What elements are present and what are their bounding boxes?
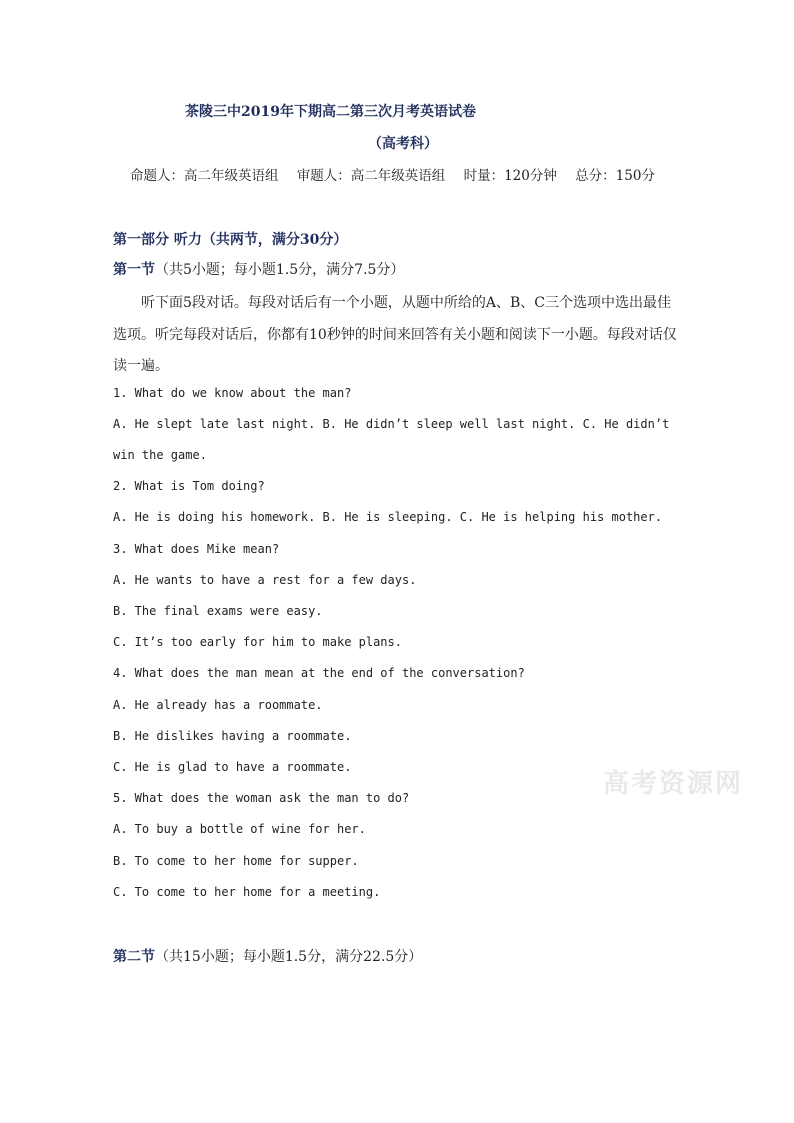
question-3-option-b: B. The final exams were easy. — [113, 604, 323, 618]
question-2-options: A. He is doing his homework. B. He is sleeping. C. He is helping his mother. — [113, 510, 663, 524]
question-5-option-b: B. To come to her home for supper. — [113, 854, 359, 868]
section2-heading: 第二节 — [113, 949, 155, 965]
listening-instructions: 听下面5段对话。每段对话后有一个小题，从题中所给的A、B、C三个选项中选出最佳选项。听完每段对话后，你都有10秒钟的时间来回答有关小题和阅读下一小题。每段对话仅读一遍。 — [113, 295, 677, 374]
question-4-option-a: A. He already has a roommate. — [113, 698, 323, 712]
watermark: 高考资源网 — [603, 769, 744, 799]
question-3-option-a: A. He wants to have a rest for a few days. — [113, 573, 417, 587]
question-2: 2. What is Tom doing? — [113, 479, 265, 493]
question-1-options-cont: win the game. — [113, 448, 207, 462]
exam-meta — [130, 164, 669, 184]
section1-note: （共5小题；每小题1.5分，满分7.5分） — [155, 262, 405, 278]
question-1-options: A. He slept late last night. B. He didn’t sleep well last night. C. He didn’t — [113, 417, 670, 431]
section2-note: （共15小题；每小题1.5分，满分22.5分） — [155, 949, 423, 965]
section1-heading-line — [113, 259, 404, 279]
meta-total: 总分：150分 — [575, 168, 655, 184]
section2-heading-line — [113, 946, 422, 966]
exam-title: 茶陵三中2019年下期高二第三次月考英语试卷 — [185, 104, 476, 120]
exam-subject: （高考科） — [368, 136, 438, 152]
question-5: 5. What does the woman ask the man to do? — [113, 791, 410, 805]
section1-heading: 第一节 — [113, 262, 155, 278]
meta-setter: 命题人：高二年级英语组 — [130, 168, 279, 184]
meta-time: 时量：120分钟 — [463, 168, 557, 184]
question-3: 3. What does Mike mean? — [113, 542, 280, 556]
question-4: 4. What does the man mean at the end of the conversation? — [113, 666, 525, 680]
question-5-option-a: A. To buy a bottle of wine for her. — [113, 822, 366, 836]
question-4-option-b: B. He dislikes having a roommate. — [113, 729, 352, 743]
part1-heading: 第一部分 听力（共两节，满分30分） — [113, 232, 348, 248]
meta-reviewer: 审题人：高二年级英语组 — [296, 168, 446, 184]
question-5-option-c: C. To come to her home for a meeting. — [113, 885, 381, 899]
question-3-option-c: C. It’s too early for him to make plans. — [113, 635, 402, 649]
question-1: 1. What do we know about the man? — [113, 386, 352, 400]
question-4-option-c: C. He is glad to have a roommate. — [113, 760, 352, 774]
